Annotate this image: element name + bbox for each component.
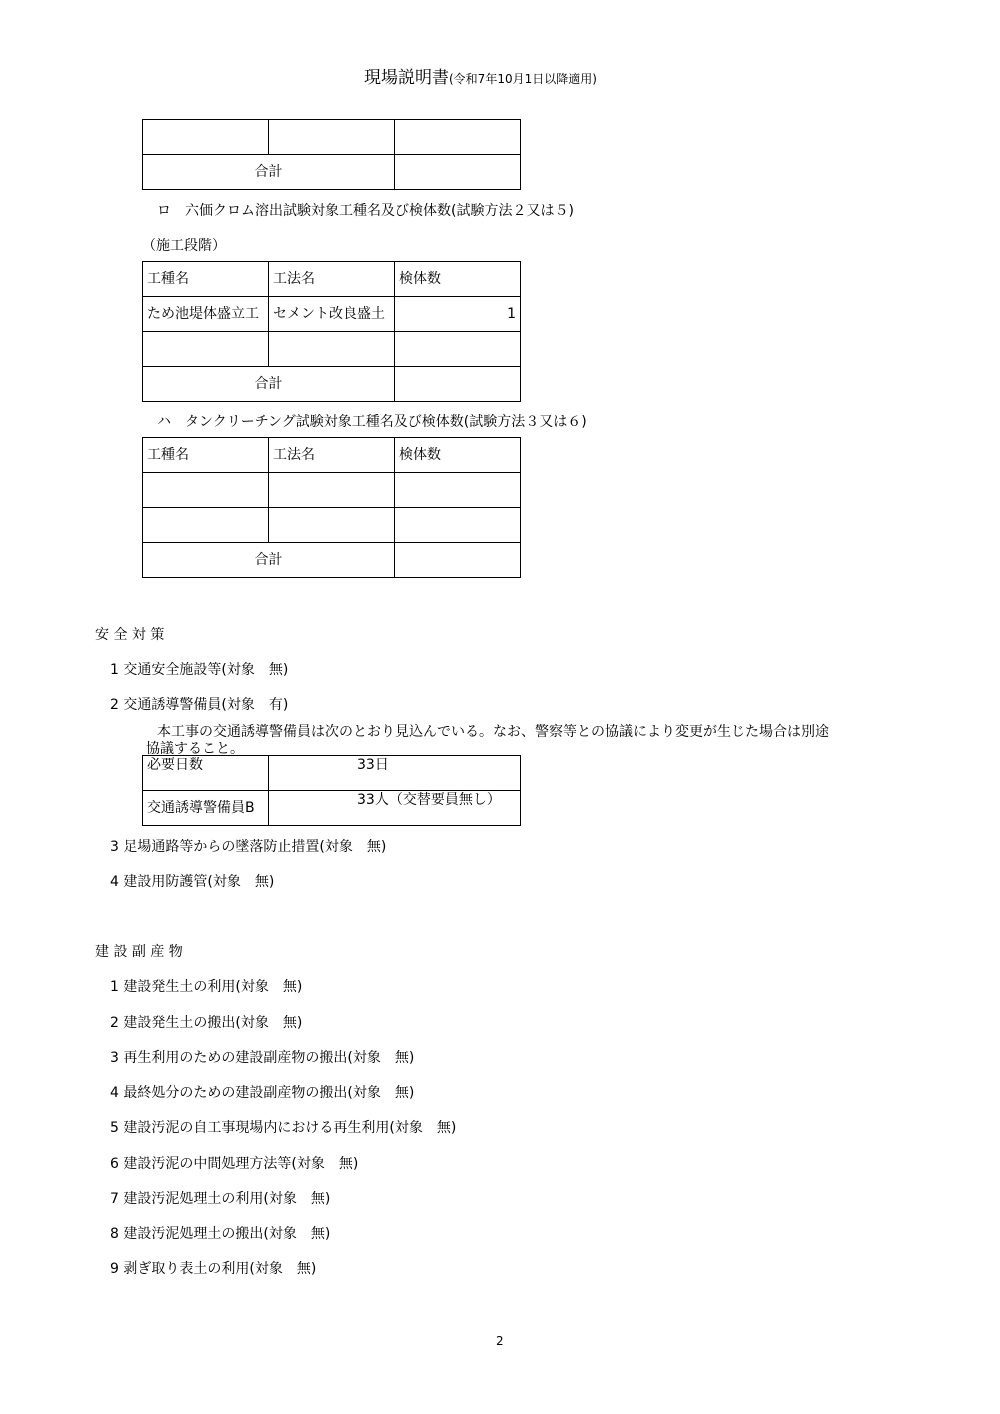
- table-row: [143, 297, 521, 332]
- table-cell: [269, 508, 395, 543]
- section-ha-heading: ハ タンクリーチング試験対象工種名及び検体数(試験方法３又は６): [157, 414, 587, 430]
- list-item: 9 剥ぎ取り表土の利用(対象 無): [110, 1261, 317, 1277]
- table-cell: 1: [395, 297, 521, 332]
- list-item: 3 再生利用のための建設副産物の搬出(対象 無): [110, 1050, 415, 1066]
- table-cell: 33人（交替要員無し）: [269, 791, 521, 826]
- table-total-row: [143, 367, 521, 402]
- table-cell: 必要日数: [143, 756, 269, 791]
- table-header-row: [143, 262, 521, 297]
- table-total-row: [143, 155, 521, 190]
- list-item: 1 建設発生土の利用(対象 無): [110, 979, 303, 995]
- table-cell: [143, 473, 269, 508]
- page-title: 現場説明書: [364, 68, 449, 88]
- table-cell: [269, 120, 395, 155]
- table-row: [143, 756, 521, 791]
- table-header-row: [143, 438, 521, 473]
- table-row: [143, 791, 521, 826]
- total-label: 合計: [143, 367, 395, 402]
- column-header: 工種名: [143, 438, 269, 473]
- column-header: 工種名: [143, 262, 269, 297]
- byproducts-heading: 建 設 副 産 物: [95, 944, 183, 960]
- page-title-block: [364, 63, 597, 88]
- table-ha: [142, 437, 521, 578]
- table-cell: [395, 332, 521, 367]
- safety-item: 4 建設用防護管(対象 無): [110, 874, 275, 890]
- table-cell: [395, 473, 521, 508]
- list-item: 8 建設汚泥処理土の搬出(対象 無): [110, 1226, 331, 1242]
- list-item: 4 最終処分のための建設副産物の搬出(対象 無): [110, 1085, 415, 1101]
- table-top: [142, 119, 521, 190]
- total-label: 合計: [143, 155, 395, 190]
- table-cell: ため池堤体盛立工: [143, 297, 269, 332]
- table-row: [143, 120, 521, 155]
- total-label: 合計: [143, 543, 395, 578]
- safety-heading: 安 全 対 策: [95, 627, 165, 643]
- table-total-row: [143, 543, 521, 578]
- table-cell: 交通誘導警備員B: [143, 791, 269, 826]
- table-row: [143, 508, 521, 543]
- safety-item: 2 交通誘導警備員(対象 有): [110, 697, 289, 713]
- column-header: 検体数: [395, 438, 521, 473]
- table-row: [143, 473, 521, 508]
- column-header: 検体数: [395, 262, 521, 297]
- safety-note-line: 協議すること。: [146, 741, 244, 757]
- safety-item: 3 足場通路等からの墜落防止措置(対象 無): [110, 839, 387, 855]
- column-header: 工法名: [269, 438, 395, 473]
- table-cell: [269, 332, 395, 367]
- table-ro: [142, 261, 521, 402]
- list-item: 2 建設発生土の搬出(対象 無): [110, 1015, 303, 1031]
- table-cell: [143, 120, 269, 155]
- table-cell: [269, 473, 395, 508]
- table-guard: [142, 755, 521, 826]
- column-header: 工法名: [269, 262, 395, 297]
- section-ro-stage: （施工段階）: [142, 238, 226, 254]
- total-value: [395, 155, 521, 190]
- safety-note-line: 本工事の交通誘導警備員は次のとおり見込んでいる。なお、警察等との協議により変更が生じた場合は別途: [157, 724, 829, 740]
- total-value: [395, 543, 521, 578]
- safety-item: 1 交通安全施設等(対象 無): [110, 662, 289, 678]
- table-cell: [143, 508, 269, 543]
- table-row: [143, 332, 521, 367]
- table-cell: [395, 120, 521, 155]
- list-item: 6 建設汚泥の中間処理方法等(対象 無): [110, 1156, 359, 1172]
- table-cell: 33日: [269, 756, 521, 791]
- section-ro-heading: ロ 六価クロム溶出試験対象工種名及び検体数(試験方法２又は５): [157, 203, 574, 219]
- page-subtitle: (令和7年10月1日以降適用): [449, 72, 597, 86]
- list-item: 7 建設汚泥処理土の利用(対象 無): [110, 1191, 331, 1207]
- page-number: 2: [496, 1334, 504, 1348]
- list-item: 5 建設汚泥の自工事現場内における再生利用(対象 無): [110, 1120, 457, 1136]
- total-value: [395, 367, 521, 402]
- table-cell: [143, 332, 269, 367]
- table-cell: [395, 508, 521, 543]
- table-cell: セメント改良盛土: [269, 297, 395, 332]
